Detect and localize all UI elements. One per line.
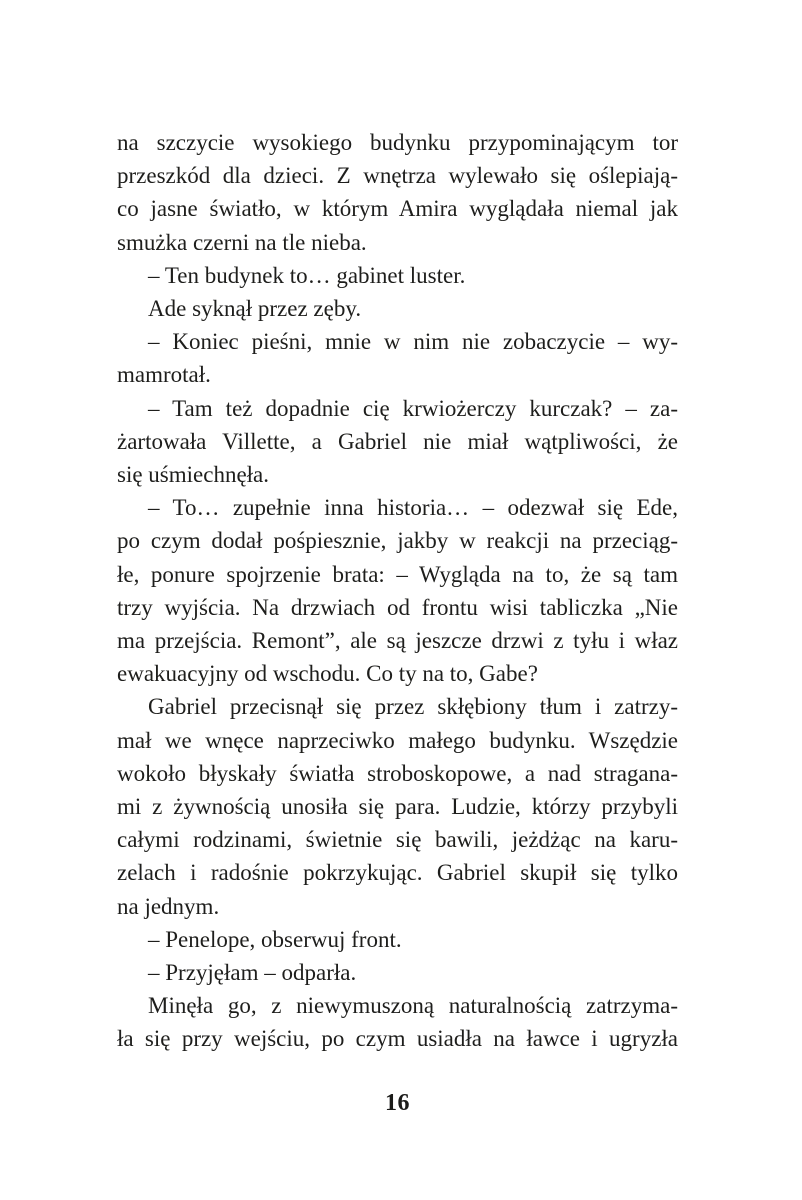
page-text [117, 126, 678, 1056]
text-line: ewakuacyjny od wschodu. Co ty na to, Gabe? [117, 661, 538, 687]
text-line: – Tam też dopadnie cię krwiożerczy kurczak? – za- [148, 395, 678, 421]
text-line: Gabriel przecisnął się przez skłębiony tłum i zatrzy- [148, 694, 678, 720]
text-line: co jasne światło, w którym Amira wyglądała niemal jak [117, 196, 678, 222]
text-line: – Penelope, obserwuj front. [148, 926, 402, 952]
text-line: – Koniec pieśni, mnie w nim nie zobaczycie – wy- [148, 329, 678, 355]
text-line: żartowała Villette, a Gabriel nie miał wątpliwości, że [117, 428, 678, 454]
text-line: – To… zupełnie inna historia… – odezwał się Ede, [148, 495, 678, 521]
text-line: mał we wnęce naprzeciwko małego budynku. Wszędzie [117, 727, 678, 753]
text-line: się uśmiechnęła. [117, 462, 270, 488]
text-line: mamrotał. [117, 362, 211, 388]
text-line: – Ten budynek to… gabinet luster. [148, 262, 466, 288]
text-line: łe, ponure spojrzenie brata: – Wygląda na to, że są tam [117, 561, 678, 587]
text-line: ła się przy wejściu, po czym usiadła na ławce i ugryzła [117, 1026, 678, 1052]
text-line: na szczycie wysokiego budynku przypominającym tor [117, 130, 678, 155]
text-line: całymi rodzinami, świetnie się bawili, jeżdżąc na karu- [117, 827, 678, 853]
text-line: na jednym. [117, 893, 220, 919]
text-line: smużka czerni na tle nieba. [117, 229, 367, 255]
text-line: – Przyjęłam – odparła. [148, 960, 357, 986]
text-line: zelach i radośnie pokrzykując. Gabriel skupił się tylko [117, 860, 678, 886]
text-line: Ade syknął przez zęby. [148, 296, 362, 322]
text-line: po czym dodał pośpiesznie, jakby w reakcji na przeciąg- [117, 528, 678, 554]
text-line: mi z żywnością unosiła się para. Ludzie, którzy przybyli [117, 794, 678, 820]
text-line: przeszkód dla dzieci. Z wnętrza wylewało się oślepiają- [117, 163, 678, 189]
text-line: wokoło błyskały światła stroboskopowe, a nad stragana- [117, 760, 678, 786]
text-line: trzy wyjścia. Na drzwiach od frontu wisi tabliczka „Nie [117, 594, 678, 620]
page-number: 16 [385, 1090, 410, 1116]
text-line: Minęła go, z niewymuszoną naturalnością zatrzyma- [148, 993, 678, 1019]
text-line: ma przejścia. Remont”, ale są jeszcze drzwi z tyłu i właz [117, 628, 678, 654]
